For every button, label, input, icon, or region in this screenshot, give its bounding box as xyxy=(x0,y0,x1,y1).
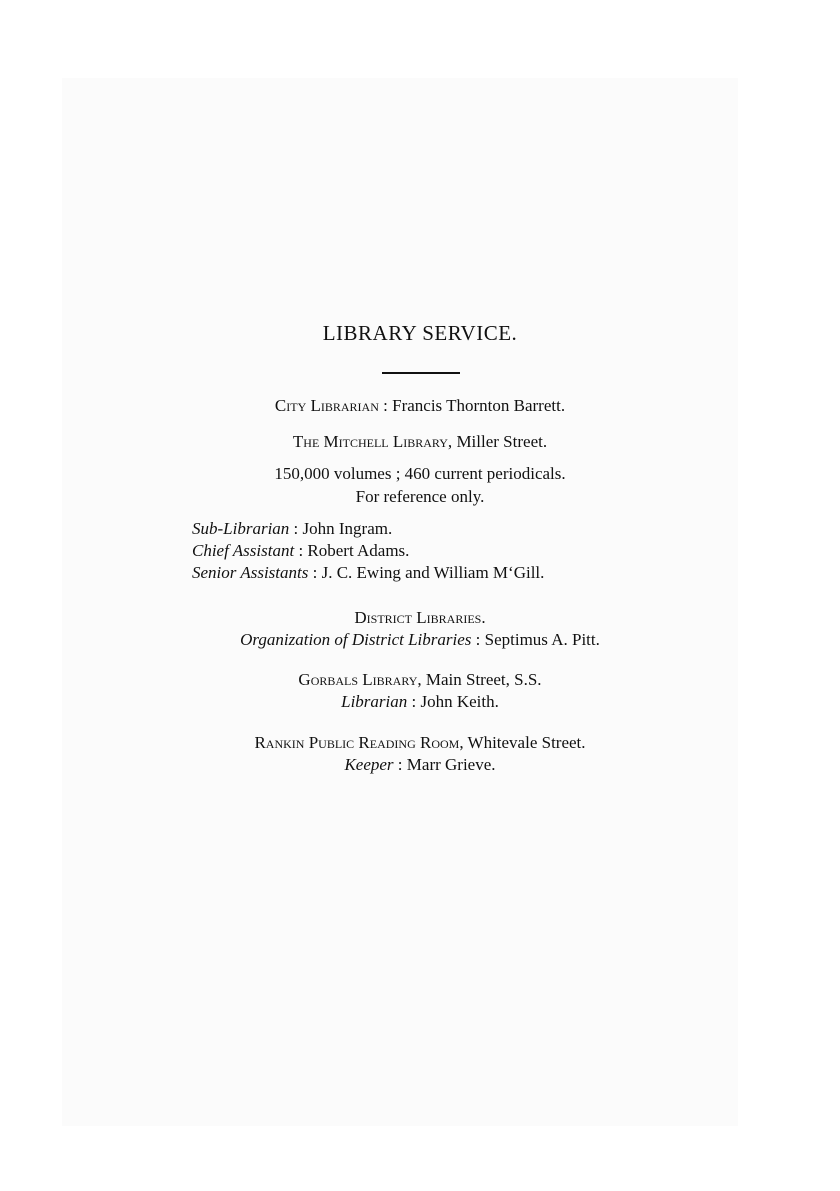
staff-line-sub-librarian xyxy=(192,519,392,539)
staff-name: John Ingram. xyxy=(302,519,393,538)
rankin-reading-room-line xyxy=(0,733,840,753)
title-rule xyxy=(382,372,460,374)
city-librarian-separator: : xyxy=(378,396,393,415)
district-organization-line xyxy=(0,630,840,650)
holdings-line: 150,000 volumes ; 460 current periodicals. xyxy=(274,464,566,483)
staff-separator: : xyxy=(308,563,322,582)
staff-role: Sub-Librarian xyxy=(192,519,290,538)
rankin-keeper-separator: : xyxy=(393,755,407,774)
staff-name: J. C. Ewing and William M‘Gill. xyxy=(321,563,545,582)
page-background xyxy=(62,78,738,1126)
district-heading: District Libraries. xyxy=(354,608,486,627)
staff-name: Robert Adams. xyxy=(307,541,410,560)
staff-separator: : xyxy=(294,541,308,560)
district-organization-name: Septimus A. Pitt. xyxy=(484,630,600,649)
staff-role: Chief Assistant xyxy=(192,541,295,560)
gorbals-library-street: Main Street, S.S. xyxy=(421,670,542,689)
staff-separator: : xyxy=(289,519,303,538)
gorbals-librarian-label: Librarian xyxy=(341,692,408,711)
district-organization-label: Organization of District Libraries xyxy=(240,630,472,649)
staff-line-senior-assistants xyxy=(192,563,544,583)
city-librarian-line xyxy=(0,396,840,416)
gorbals-librarian-separator: : xyxy=(407,692,421,711)
gorbals-librarian-line xyxy=(0,692,840,712)
rankin-reading-room-name: Rankin Public Reading Room, xyxy=(254,733,464,752)
reference-line: For reference only. xyxy=(355,487,485,506)
mitchell-library-line xyxy=(0,432,840,452)
district-organization-separator: : xyxy=(471,630,485,649)
gorbals-librarian-name: John Keith. xyxy=(420,692,499,711)
page-title: LIBRARY SERVICE. xyxy=(322,321,518,345)
rankin-keeper-name: Marr Grieve. xyxy=(406,755,496,774)
staff-line-chief-assistant xyxy=(192,541,409,561)
mitchell-library-name: The Mitchell Library, xyxy=(292,432,453,451)
city-librarian-name: Francis Thornton Barrett. xyxy=(392,396,566,415)
mitchell-library-street: Miller Street. xyxy=(452,432,548,451)
staff-role: Senior Assistants xyxy=(192,563,309,582)
rankin-reading-room-street: Whitevale Street. xyxy=(463,733,586,752)
rankin-keeper-line xyxy=(0,755,840,775)
city-librarian-label: City Librarian xyxy=(274,396,379,415)
rankin-keeper-label: Keeper xyxy=(344,755,394,774)
gorbals-library-name: Gorbals Library, xyxy=(298,670,422,689)
gorbals-library-line xyxy=(0,670,840,690)
